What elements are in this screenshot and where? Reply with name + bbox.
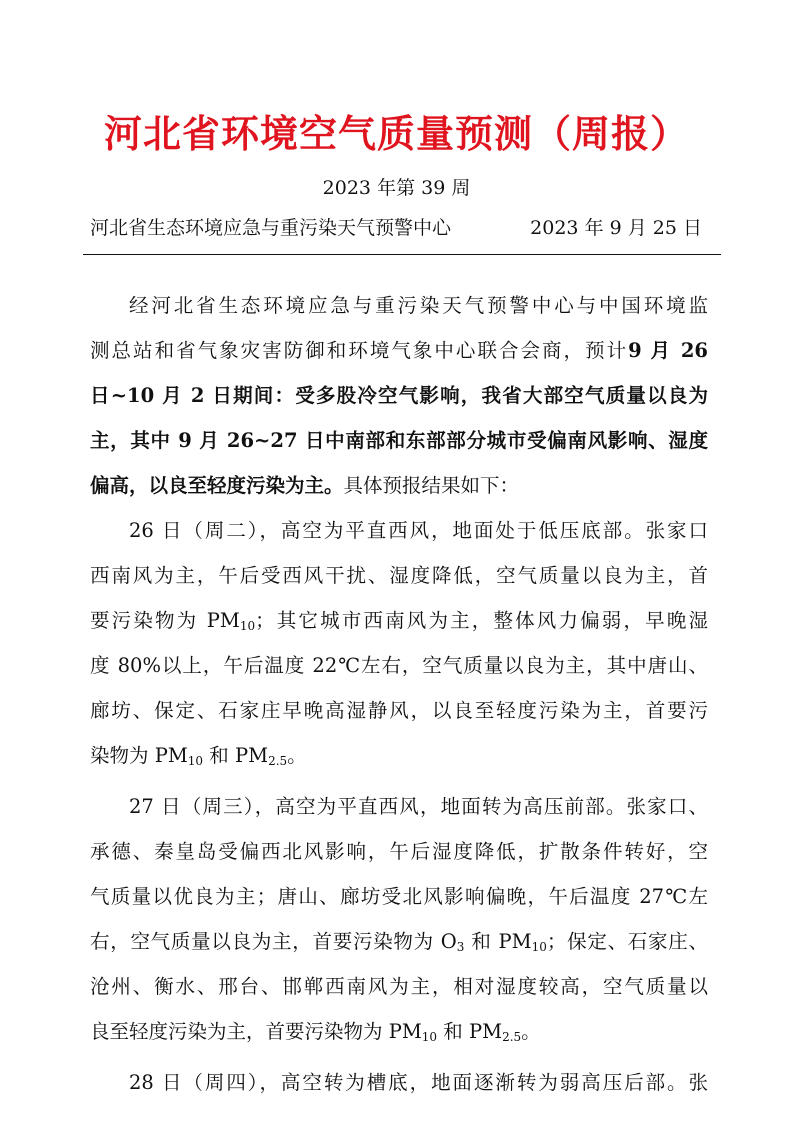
text-line: 偏高，以良至轻度污染为主。具体预报结果如下： bbox=[90, 474, 520, 497]
report-title: 河北省环境空气质量预测（周报） bbox=[103, 111, 689, 156]
text-line: 经河北省生态环境应急与重污染天气预警中心与中国环境监 bbox=[129, 294, 708, 317]
text-line: 沧州、衡水、邢台、邯郸西南风为主，相对湿度较高，空气质量以 bbox=[90, 975, 708, 998]
text-line: 26 日（周二），高空为平直西风，地面处于低压底部。张家口 bbox=[129, 519, 708, 542]
text-line: 良至轻度污染为主，首要污染物为 $PM_{10}$ 和 $PM_{2.5}$。 bbox=[90, 1020, 541, 1044]
intro-paragraph bbox=[90, 283, 708, 508]
text-line: 27 日（周三），高空为平直西风，地面转为高压前部。张家口、 bbox=[129, 795, 708, 818]
issue-date: 2023 年 9 月 25 日 bbox=[530, 217, 702, 239]
issuer-name: 河北省生态环境应急与重污染天气预警中心 bbox=[90, 217, 452, 239]
text-line: 廊坊、保定、石家庄早晚高湿静风，以良至轻度污染为主，首要污 bbox=[90, 699, 708, 722]
text-line: 日~10 月 2 日期间：受多股冷空气影响，我省大部空气质量以良为 bbox=[90, 384, 708, 407]
day27-paragraph bbox=[90, 784, 708, 1054]
text-line: 度 80%以上，午后温度 22℃左右，空气质量以良为主，其中唐山、 bbox=[90, 654, 708, 677]
text-line: 主，其中 9 月 26~27 日中南部和东部部分城市受偏南风影响、湿度 bbox=[90, 429, 708, 452]
text-line: 承德、秦皇岛受偏西北风影响，午后湿度降低，扩散条件转好，空 bbox=[90, 840, 708, 863]
day26-paragraph bbox=[90, 508, 708, 778]
text-line: 要污染物为 $PM_{10}$；其它城市西南风为主，整体风力偏弱，早晚湿 bbox=[90, 609, 708, 633]
header-divider bbox=[83, 254, 721, 255]
text-line: 28 日（周四），高空转为槽底，地面逐渐转为弱高压后部。张 bbox=[129, 1071, 708, 1094]
day28-paragraph bbox=[90, 1060, 708, 1105]
report-body bbox=[90, 283, 708, 1105]
text-line: 测总站和省气象灾害防御和环境气象中心联合会商，预计9 月 26 bbox=[90, 339, 708, 362]
text-line: 西南风为主，午后受西风干扰、湿度降低，空气质量以良为主，首 bbox=[90, 564, 708, 587]
masthead bbox=[90, 214, 702, 242]
text-line: 右，空气质量以良为主，首要污染物为 $O_3$ 和 $PM_{10}$；保定、石家庄、 bbox=[90, 930, 708, 954]
issue-number: 2023 年第 39 周 bbox=[322, 177, 471, 199]
text-line: 染物为 $PM_{10}$ 和 $PM_{2.5}$。 bbox=[90, 744, 307, 768]
text-line: 气质量以优良为主；唐山、廊坊受北风影响偏晚，午后温度 27℃左 bbox=[90, 885, 708, 908]
